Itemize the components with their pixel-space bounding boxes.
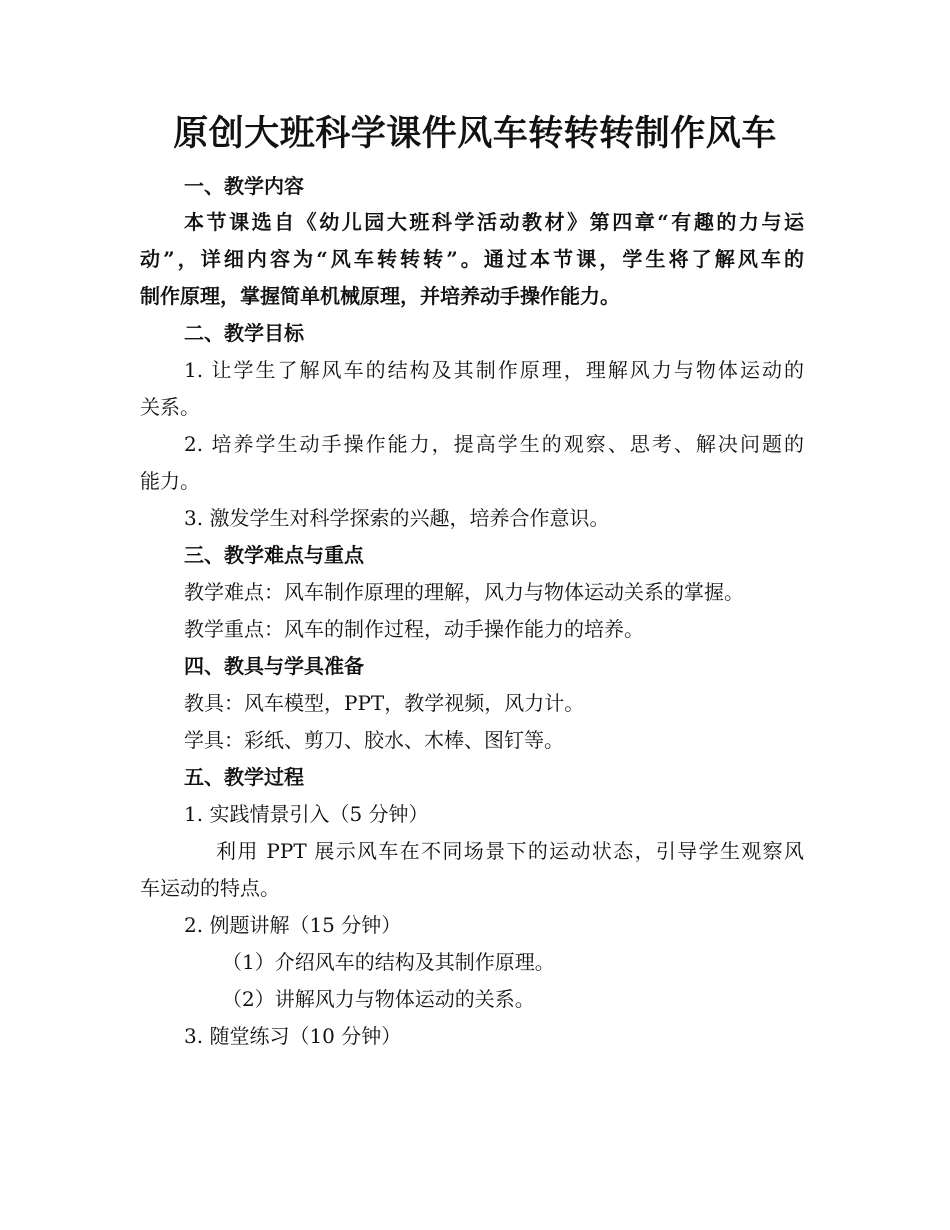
goal-2-line-2: 能力。 (140, 469, 200, 493)
step-2-item-1: （1）介绍风车的结构及其制作原理。 (222, 950, 555, 974)
step-1-description-line-1: 利用 PPT 展示风车在不同场景下的运动状态，引导学生观察风 (216, 839, 804, 863)
goal-1-line-1: 1. 让学生了解风车的结构及其制作原理，理解风力与物体运动的 (184, 358, 804, 382)
step-3-title: 3. 随堂练习（10 分钟） (184, 1024, 402, 1048)
teaching-difficulty: 教学难点：风车制作原理的理解，风力与物体运动关系的掌握。 (184, 580, 744, 604)
step-2-title: 2. 例题讲解（15 分钟） (184, 913, 402, 937)
student-tools: 学具：彩纸、剪刀、胶水、木棒、图钉等。 (184, 728, 564, 752)
section-heading-tools-preparation: 四、教具与学具准备 (184, 654, 364, 678)
section-heading-difficulties-key-points: 三、教学难点与重点 (184, 543, 364, 567)
goal-2-line-1: 2. 培养学生动手操作能力，提高学生的观察、思考、解决问题的 (184, 432, 804, 456)
teacher-tools: 教具：风车模型，PPT，教学视频，风力计。 (184, 691, 585, 715)
content-paragraph-line-3: 制作原理，掌握简单机械原理，并培养动手操作能力。 (140, 284, 620, 308)
step-1-title: 1. 实践情景引入（5 分钟） (184, 802, 429, 826)
content-paragraph-line-1: 本节课选自《幼儿园大班科学活动教材》第四章“有趣的力与运 (184, 210, 804, 234)
goal-3: 3. 激发学生对科学探索的兴趣，培养合作意识。 (184, 506, 610, 530)
section-heading-teaching-process: 五、教学过程 (184, 765, 304, 789)
teaching-key-point: 教学重点：风车的制作过程，动手操作能力的培养。 (184, 617, 644, 641)
step-2-item-2: （2）讲解风力与物体运动的关系。 (222, 987, 535, 1011)
document-title: 原创大班科学课件风车转转转制作风车 (173, 113, 777, 154)
step-1-description-line-2: 车运动的特点。 (140, 876, 280, 900)
section-heading-teaching-goals: 二、教学目标 (184, 321, 304, 345)
goal-1-line-2: 关系。 (140, 395, 200, 419)
section-heading-teaching-content: 一、教学内容 (184, 174, 304, 198)
content-paragraph-line-2: 动”，详细内容为“风车转转转”。通过本节课，学生将了解风车的 (140, 247, 804, 271)
